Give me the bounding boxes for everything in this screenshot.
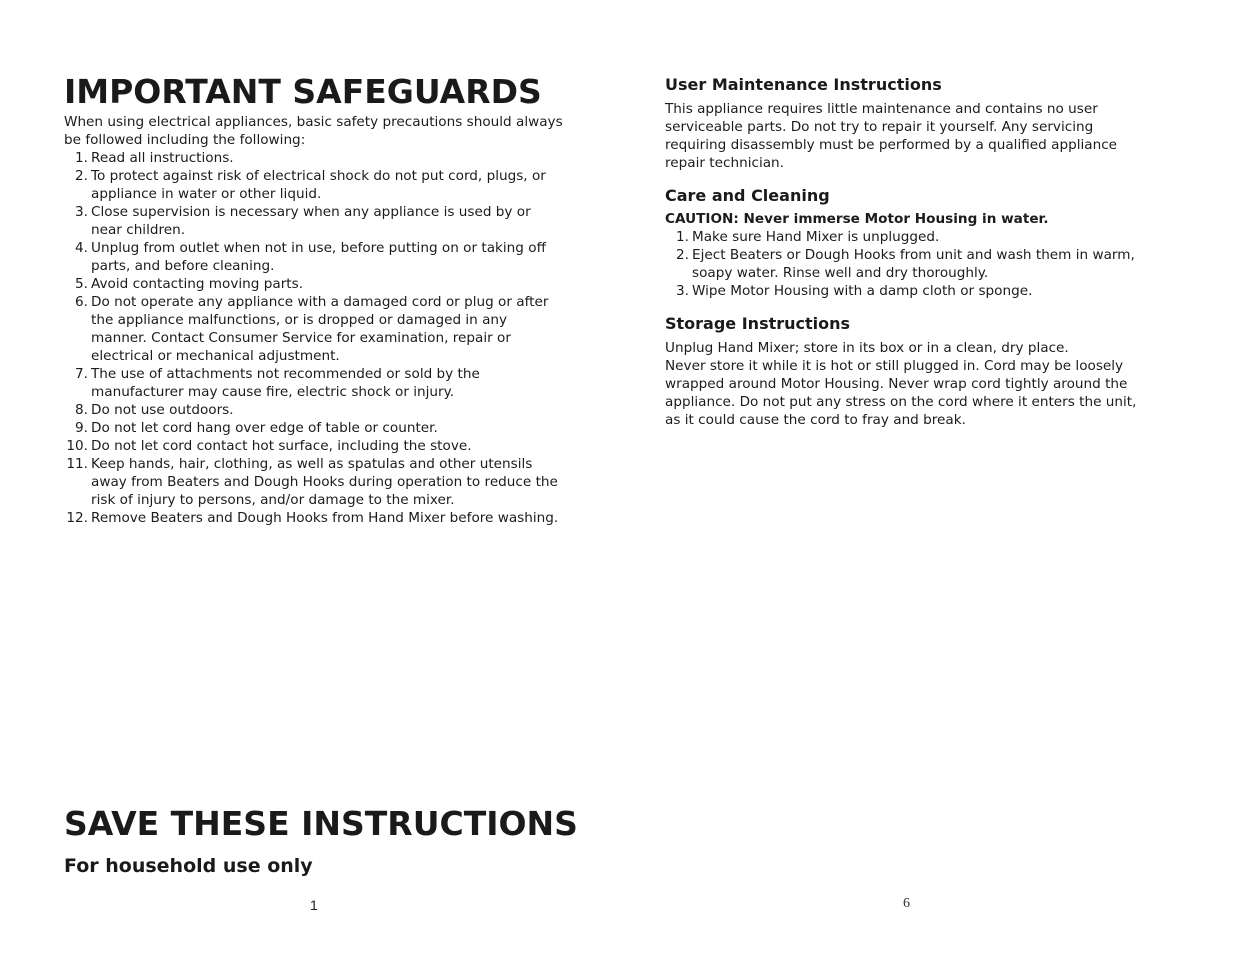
item-number: 3. (75, 204, 88, 220)
list-item (665, 246, 1155, 282)
item-number: 2. (676, 247, 689, 263)
item-number: 2. (75, 168, 88, 184)
safeguards-title: IMPORTANT SAFEGUARDS (64, 72, 542, 111)
item-number: 4. (75, 240, 88, 256)
item-text: Read all instructions. (91, 150, 234, 166)
list-item (64, 275, 564, 293)
list-item (64, 167, 564, 203)
list-item (64, 239, 564, 275)
list-item (64, 203, 564, 239)
item-number: 1. (75, 150, 88, 166)
safeguards-intro: When using electrical appliances, basic safety precautions should always be followed including the following: (64, 114, 563, 148)
household-use-note: For household use only (64, 855, 313, 877)
item-number: 3. (676, 283, 689, 299)
left-page (64, 0, 578, 954)
care-list (665, 228, 1155, 300)
item-text: Do not operate any appliance with a damaged cord or plug or after the appliance malfunctions, or is dropped or damaged in any manner. Contact Consumer Service for examination, repair or electrical or mechanical adjustment. (91, 294, 549, 364)
item-text: Do not let cord hang over edge of table or counter. (91, 420, 438, 436)
item-number: 7. (75, 366, 88, 382)
item-text: Close supervision is necessary when any appliance is used by or near children. (91, 204, 531, 238)
page-number: 6 (903, 896, 910, 911)
list-item (64, 509, 564, 527)
item-text: Remove Beaters and Dough Hooks from Hand Mixer before washing. (91, 510, 559, 526)
item-number: 6. (75, 294, 88, 310)
care-heading: Care and Cleaning (665, 186, 830, 205)
maintenance-text: This appliance requires little maintenance and contains no user serviceable parts. Do not try to repair it yourself. Any servicing requiring disassembly must be performed by a qualified appliance repair technician. (665, 101, 1118, 171)
item-text: Eject Beaters or Dough Hooks from unit and wash them in warm, soapy water. Rinse well and dry thoroughly. (692, 247, 1135, 281)
list-item (64, 149, 564, 167)
storage-line-1: Unplug Hand Mixer; store in its box or in a clean, dry place. (665, 340, 1069, 356)
list-item (64, 437, 564, 455)
item-number: 5. (75, 276, 88, 292)
right-page (665, 0, 1155, 954)
item-text: The use of attachments not recommended or sold by the manufacturer may cause fire, electric shock or injury. (91, 366, 480, 400)
save-instructions-title: SAVE THESE INSTRUCTIONS (64, 804, 578, 843)
storage-text: Never store it while it is hot or still plugged in. Cord may be loosely wrapped around Motor Housing. Never wrap cord tightly around the appliance. Do not put any stress on the cord where it enters the unit, as it could cause the cord to fray and break. (665, 358, 1137, 428)
list-item (64, 365, 564, 401)
page-number: 1 (310, 897, 318, 913)
item-number: 8. (75, 402, 88, 418)
item-text: Wipe Motor Housing with a damp cloth or sponge. (692, 283, 1033, 299)
list-item (665, 228, 1155, 246)
item-text: Do not let cord contact hot surface, including the stove. (91, 438, 472, 454)
storage-heading: Storage Instructions (665, 314, 851, 333)
list-item (64, 455, 564, 509)
item-number: 1. (676, 229, 689, 245)
maintenance-heading: User Maintenance Instructions (665, 75, 942, 94)
item-text: Unplug from outlet when not in use, before putting on or taking off parts, and before cleaning. (91, 240, 546, 274)
safeguards-list (64, 149, 564, 527)
list-item (665, 282, 1155, 300)
item-text: Do not use outdoors. (91, 402, 234, 418)
item-text: To protect against risk of electrical shock do not put cord, plugs, or appliance in water or other liquid. (91, 168, 546, 202)
item-number: 10. (66, 438, 88, 454)
item-number: 9. (75, 420, 88, 436)
item-text: Keep hands, hair, clothing, as well as spatulas and other utensils away from Beaters and Dough Hooks during operation to reduce the risk of injury to persons, and/or damage to the mixer. (91, 456, 558, 508)
caution-note: CAUTION: Never immerse Motor Housing in water. (665, 211, 1049, 227)
item-text: Make sure Hand Mixer is unplugged. (692, 229, 940, 245)
list-item (64, 293, 564, 365)
item-number: 11. (66, 456, 88, 472)
list-item (64, 401, 564, 419)
item-text: Avoid contacting moving parts. (91, 276, 304, 292)
list-item (64, 419, 564, 437)
item-number: 12. (66, 510, 88, 526)
